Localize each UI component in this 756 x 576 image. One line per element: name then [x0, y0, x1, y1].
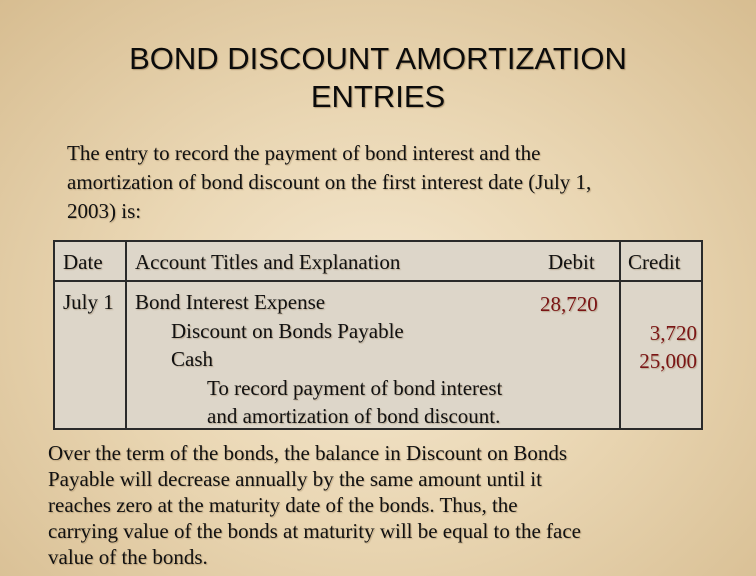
summary-line: reaches zero at the maturity date of the bonds. Thus, the: [48, 493, 518, 517]
intro-line: amortization of bond discount on the first interest date (July 1,: [67, 170, 592, 194]
summary-line: Payable will decrease annually by the same amount until it: [48, 467, 542, 491]
header-debit: Debit: [548, 250, 595, 274]
intro-line: The entry to record the payment of bond interest and the: [67, 141, 541, 165]
entry-date: July 1: [63, 290, 114, 314]
explanation-line: To record payment of bond interest: [207, 376, 503, 400]
account-line-debit: Bond Interest Expense: [135, 290, 326, 314]
account-line-credit: Discount on Bonds Payable: [171, 319, 404, 343]
summary-paragraph: [48, 440, 718, 570]
debit-amount: 28,720: [540, 292, 598, 316]
header-credit: Credit: [628, 250, 681, 274]
account-line-credit: Cash: [171, 347, 213, 371]
header-account-titles: Account Titles and Explanation: [135, 250, 401, 274]
summary-line: value of the bonds.: [48, 545, 208, 569]
summary-line: carrying value of the bonds at maturity will be equal to the face: [48, 519, 581, 543]
column-divider: [125, 242, 127, 428]
explanation-line: and amortization of bond discount.: [207, 404, 501, 428]
credit-amount: 3,720: [649, 321, 697, 345]
slide-title: [0, 40, 756, 116]
credit-amount: 25,000: [639, 349, 697, 373]
intro-line: 2003) is:: [67, 199, 142, 223]
intro-paragraph: [67, 139, 727, 226]
summary-line: Over the term of the bonds, the balance in Discount on Bonds: [48, 441, 568, 465]
column-divider: [619, 242, 621, 428]
slide-title-line-2: ENTRIES: [310, 79, 446, 114]
slide-title-line-1: BOND DISCOUNT AMORTIZATION: [129, 41, 627, 76]
header-date: Date: [63, 250, 103, 274]
journal-entry-table: [53, 240, 703, 430]
